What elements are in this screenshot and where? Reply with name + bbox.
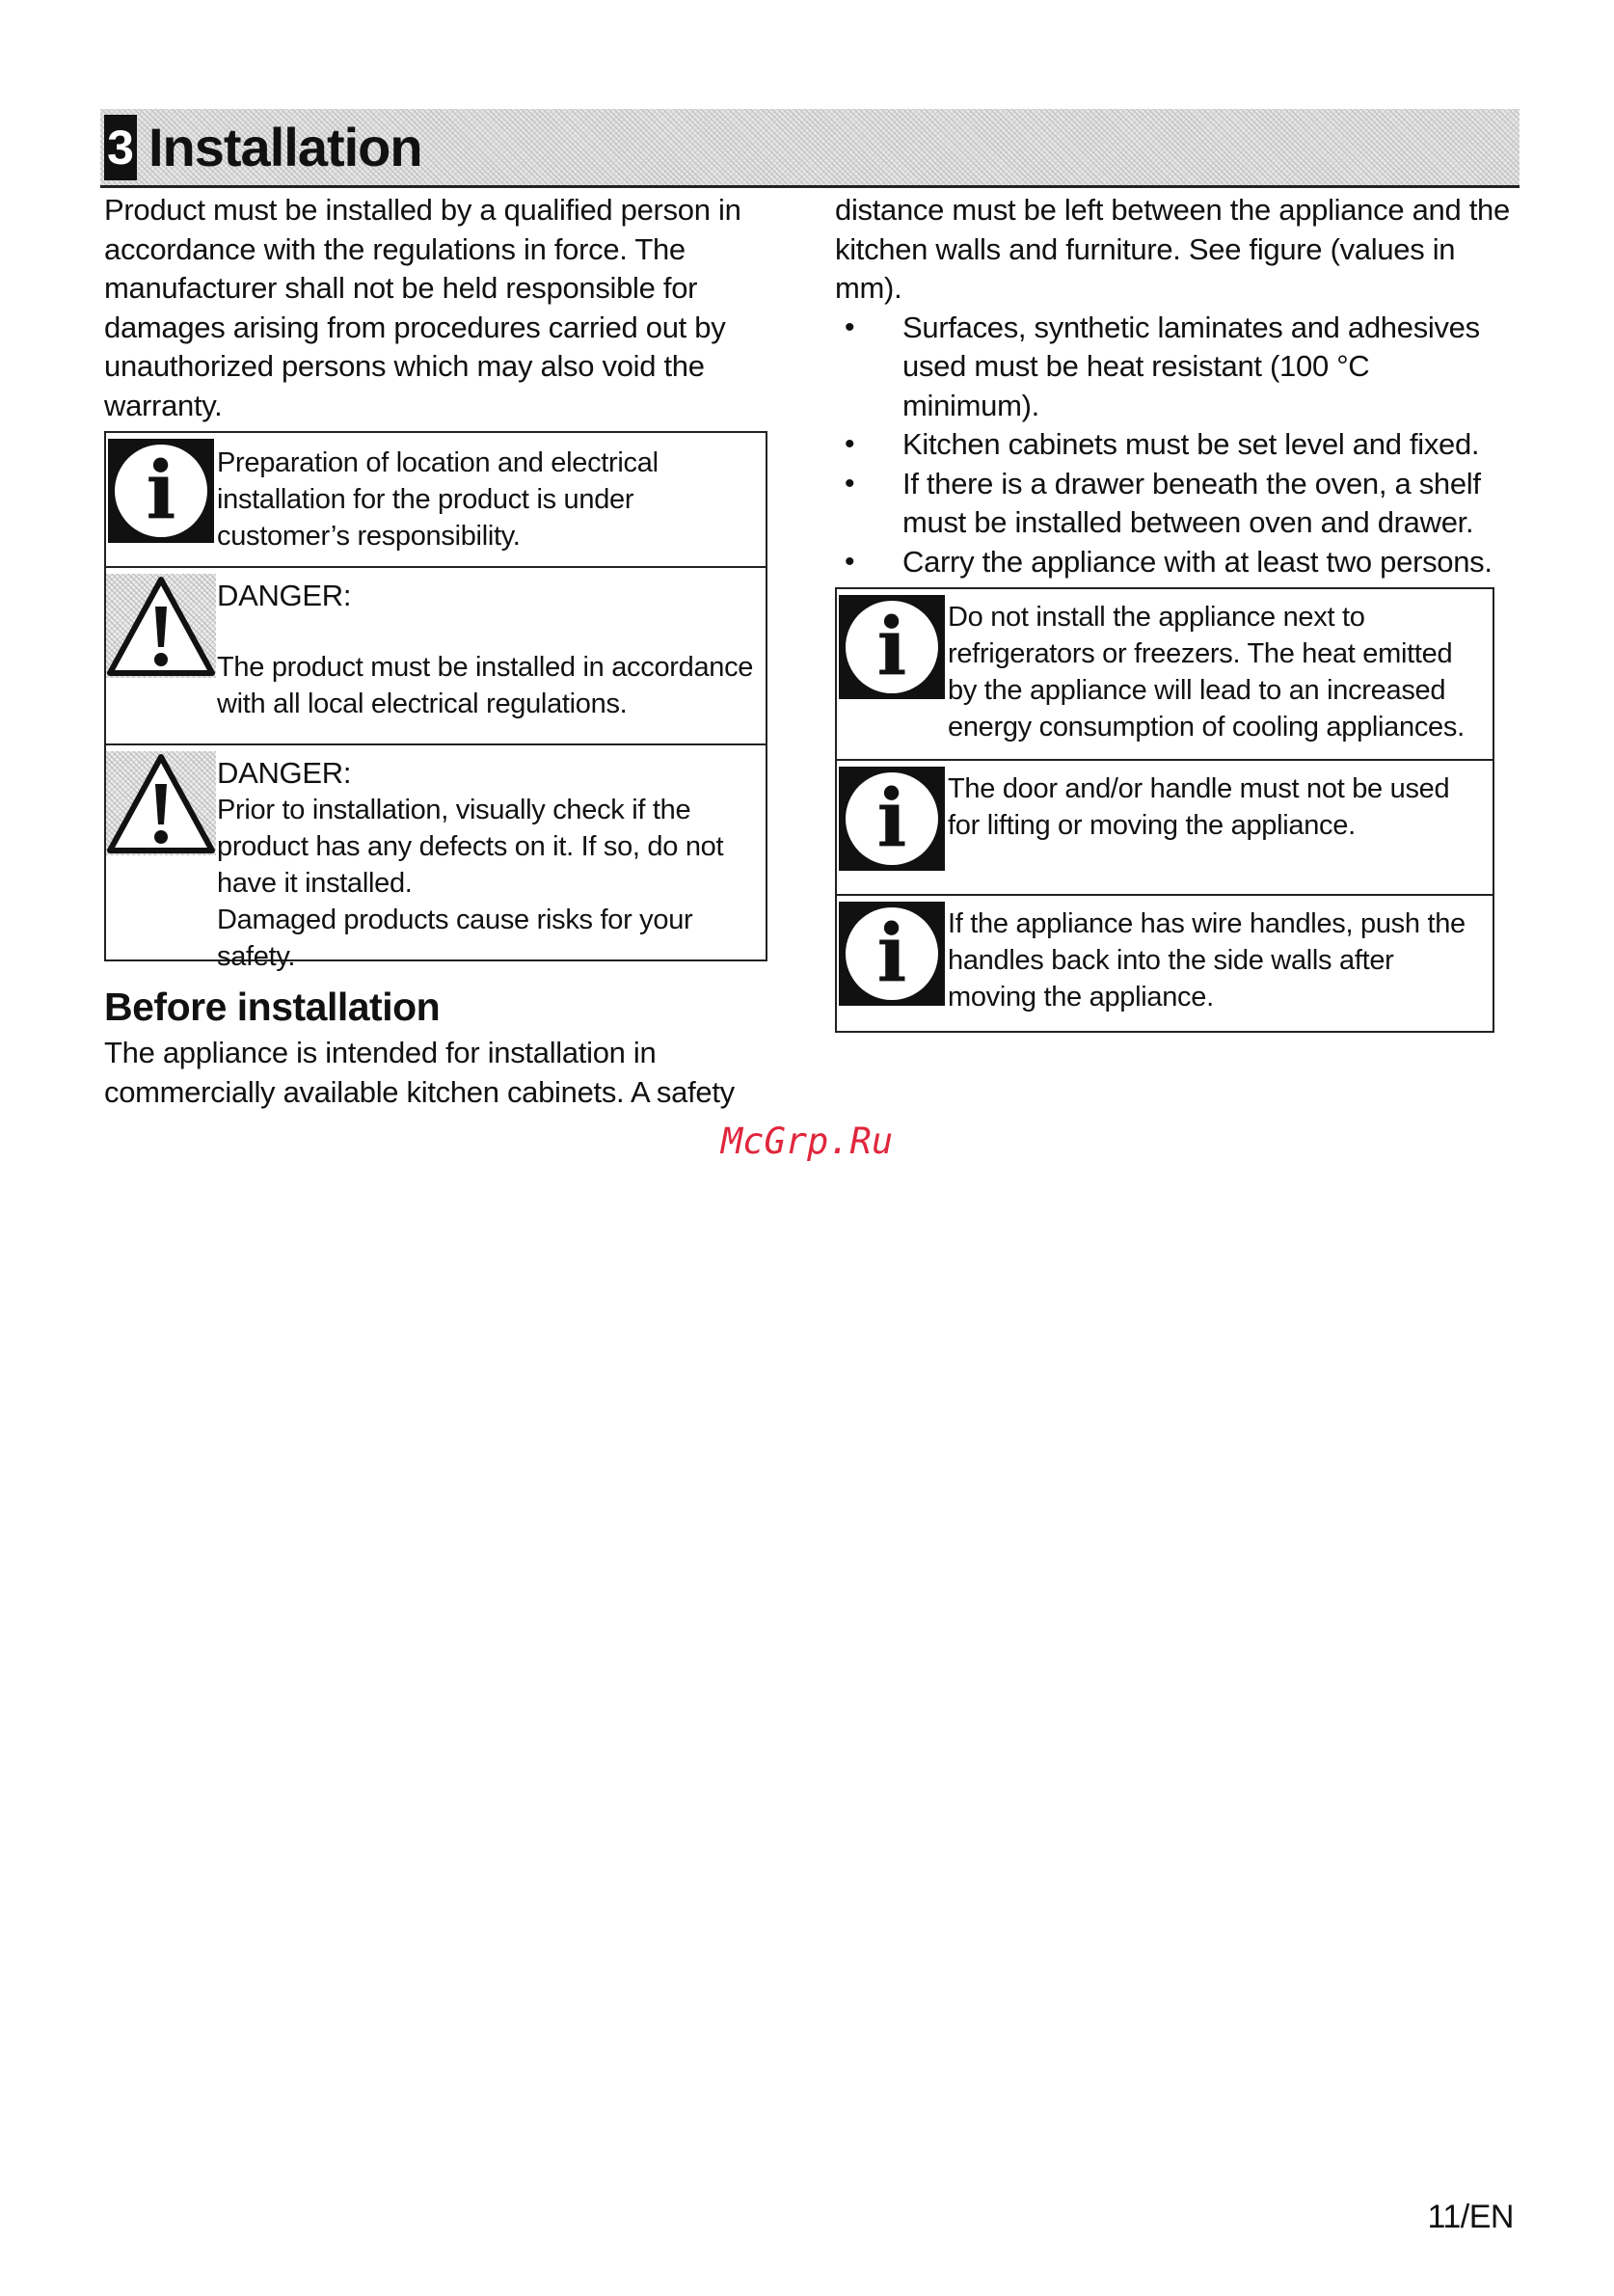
before-installation-heading: Before installation (104, 985, 441, 1029)
info-notice-refrigerators (835, 587, 1494, 761)
bullet-icon: • (845, 467, 855, 500)
info-notice-door-handle (835, 761, 1494, 896)
bullet-icon: • (845, 311, 855, 343)
left-notices (104, 431, 767, 972)
danger-heading: DANGER: (217, 579, 352, 612)
bullet-icon: • (845, 545, 855, 578)
before-installation-text: The appliance is intended for installation in commercially available kitchen cabinets. A safety (104, 1036, 735, 1109)
info-icon: i (839, 902, 945, 1006)
left-column (104, 191, 767, 1112)
list-item: • Surfaces, synthetic laminates and adhesives used must be heat resistant (100 °C minimum). (845, 310, 1480, 422)
intro-paragraph: Product must be installed by a qualified person in accordance with the regulations in force. The manufacturer shall not be held responsible for damages arising from procedures carried out by unauthorized persons which may also void the warranty. (104, 193, 741, 422)
bullet-icon: • (845, 428, 855, 460)
page-number: 11/EN (1427, 2199, 1514, 2235)
danger-notice-electrical (104, 568, 767, 745)
warning-triangle-icon (106, 751, 216, 855)
section-title: Installation (148, 117, 422, 177)
notice-text-secondary: Damaged products cause risks for your safety. (217, 905, 693, 972)
section-number: 3 (104, 115, 137, 180)
section-header (100, 109, 1520, 188)
notice-text: If the appliance has wire handles, push the handles back into the side walls after moving the appliance. (948, 908, 1466, 1013)
right-column (835, 191, 1510, 1033)
info-notice-location (104, 431, 767, 568)
notice-text: The product must be installed in accordance with all local electrical regulations. (217, 652, 754, 719)
notice-text: Do not install the appliance next to refrigerators or freezers. The heat emitted by the appliance will lead to an increased energy consumption of cooling appliances. (948, 602, 1465, 743)
danger-notice-defects (104, 745, 767, 972)
info-icon: i (839, 767, 945, 871)
watermark: McGrp.Ru (720, 1121, 894, 1162)
danger-heading: DANGER: (217, 756, 352, 790)
info-icon: i (108, 439, 214, 543)
notice-text: The door and/or handle must not be used for lifting or moving the appliance. (948, 773, 1450, 841)
list-item: • Carry the appliance with at least two persons. (835, 543, 1510, 582)
notice-text: Prior to installation, visually check if the product has any defects on it. If so, do not have it installed. (217, 795, 724, 899)
requirements-list (835, 309, 1510, 582)
info-notice-wire-handles (835, 896, 1494, 1033)
right-notices (835, 587, 1494, 1033)
notice-text: Preparation of location and electrical installation for the product is under customer’s responsibility. (217, 447, 659, 552)
list-item: • If there is a drawer beneath the oven, a shelf must be installed between oven and drawer. (845, 466, 1481, 539)
warning-triangle-icon (106, 574, 216, 678)
continuation-paragraph: distance must be left between the appliance and the kitchen walls and furniture. See figure (values in mm). (835, 193, 1510, 305)
list-item: • Kitchen cabinets must be set level and fixed. (835, 425, 1510, 465)
info-icon: i (839, 595, 945, 699)
